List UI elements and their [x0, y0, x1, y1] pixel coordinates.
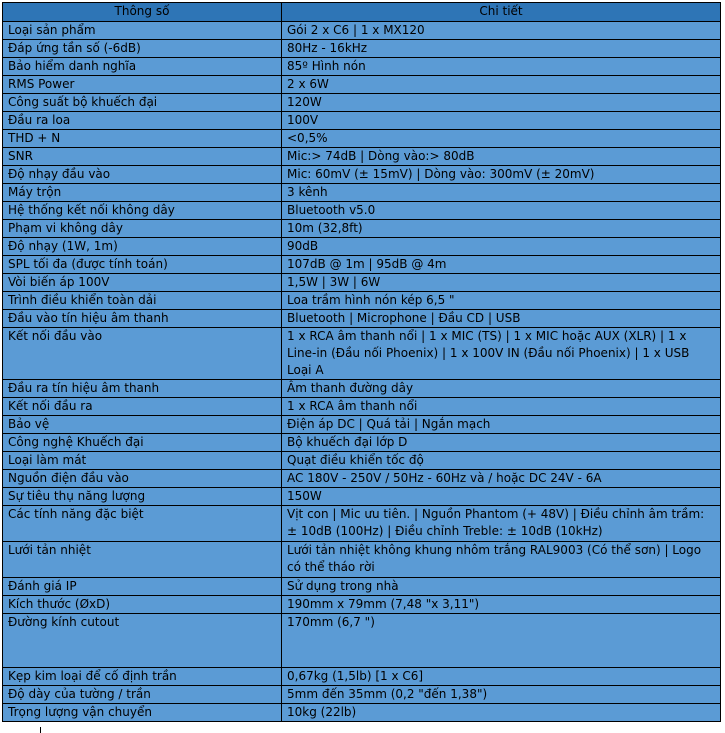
spec-value: 120W — [282, 94, 721, 112]
spec-label: Trình điều khiển toàn dải — [3, 292, 282, 310]
spec-label: Máy trộn — [3, 184, 282, 202]
spec-value: 10m (32,8ft) — [282, 220, 721, 238]
spec-value: Mic:> 74dB | Dòng vào:> 80dB — [282, 148, 721, 166]
spec-value: Điện áp DC | Quá tải | Ngắn mạch — [282, 416, 721, 434]
spec-label: Loại làm mát — [3, 452, 282, 470]
spec-label: Hệ thống kết nối không dây — [3, 202, 282, 220]
table-row — [3, 398, 721, 416]
table-row — [3, 506, 721, 542]
table-row — [3, 434, 721, 452]
spec-label: Độ nhạy đầu vào — [3, 166, 282, 184]
table-row — [3, 238, 721, 256]
spec-value: 2 x 6W — [282, 76, 721, 94]
spec-label: Công suất bộ khuếch đại — [3, 94, 282, 112]
spec-value: 1,5W | 3W | 6W — [282, 274, 721, 292]
header-spec: Thông số — [3, 3, 282, 22]
table-row — [3, 488, 721, 506]
spec-label: Đường kính cutout — [3, 614, 282, 668]
spec-label: Loại sản phẩm — [3, 22, 282, 40]
table-row — [3, 220, 721, 238]
table-row — [3, 40, 721, 58]
spec-label: Bảo hiểm danh nghĩa — [3, 58, 282, 76]
spec-value: 1 x RCA âm thanh nổi | 1 x MIC (TS) | 1 x MIC hoặc AUX (XLR) | 1 x Line-in (Đầu nối Phoenix) | 1 x 100V IN (Đầu nối Phoenix) | 1 x USB Loại A — [282, 328, 721, 380]
table-row — [3, 58, 721, 76]
spec-value: 10kg (22lb) — [282, 704, 721, 722]
spec-label: Phạm vi không dây — [3, 220, 282, 238]
spec-value: Bluetooth | Microphone | Đầu CD | USB — [282, 310, 721, 328]
spec-value: Âm thanh đường dây — [282, 380, 721, 398]
header-row — [3, 3, 721, 22]
table-row — [3, 184, 721, 202]
spec-value: Loa trầm hình nón kép 6,5 " — [282, 292, 721, 310]
table-row — [3, 328, 721, 380]
spec-value: 170mm (6,7 ") — [282, 614, 721, 668]
table-row — [3, 668, 721, 686]
spec-label: Lưới tản nhiệt — [3, 542, 282, 578]
spec-value: 0,67kg (1,5lb) [1 x C6] — [282, 668, 721, 686]
spec-value: Gói 2 x C6 | 1 x MX120 — [282, 22, 721, 40]
table-row — [3, 166, 721, 184]
table-row — [3, 112, 721, 130]
table-row — [3, 292, 721, 310]
spec-label: Vòi biến áp 100V — [3, 274, 282, 292]
spec-label: Sự tiêu thụ năng lượng — [3, 488, 282, 506]
spec-value: Sử dụng trong nhà — [282, 578, 721, 596]
spec-label: Đáp ứng tần số (-6dB) — [3, 40, 282, 58]
spec-label: Các tính năng đặc biệt — [3, 506, 282, 542]
table-row — [3, 94, 721, 112]
spec-value: 107dB @ 1m | 95dB @ 4m — [282, 256, 721, 274]
spec-label: Nguồn điện đầu vào — [3, 470, 282, 488]
spec-label: Đánh giá IP — [3, 578, 282, 596]
table-row — [3, 256, 721, 274]
table-row — [3, 614, 721, 668]
table-row — [3, 202, 721, 220]
table-row — [3, 380, 721, 398]
spec-label: THD + N — [3, 130, 282, 148]
spec-label: Độ dày của tường / trần — [3, 686, 282, 704]
spec-table — [2, 2, 721, 722]
table-row — [3, 76, 721, 94]
spec-label: Độ nhạy (1W, 1m) — [3, 238, 282, 256]
spec-label: Công nghệ Khuếch đại — [3, 434, 282, 452]
table-row — [3, 310, 721, 328]
spec-label: SNR — [3, 148, 282, 166]
spec-value: 1 x RCA âm thanh nổi — [282, 398, 721, 416]
table-row — [3, 542, 721, 578]
spec-value: Lưới tản nhiệt không khung nhôm trắng RAL9003 (Có thể sơn) | Logo có thể tháo rời — [282, 542, 721, 578]
spec-label: Đầu ra tín hiệu âm thanh — [3, 380, 282, 398]
spec-label: Kết nối đầu vào — [3, 328, 282, 380]
spec-value: AC 180V - 250V / 50Hz - 60Hz và / hoặc DC 24V - 6A — [282, 470, 721, 488]
spec-value: 80Hz - 16kHz — [282, 40, 721, 58]
table-row — [3, 130, 721, 148]
text-cursor-mark — [40, 727, 41, 733]
spec-value: 90dB — [282, 238, 721, 256]
spec-value: 85º Hình nón — [282, 58, 721, 76]
spec-label: Bảo vệ — [3, 416, 282, 434]
spec-label: Kích thước (ØxD) — [3, 596, 282, 614]
spec-label: Kẹp kim loại để cố định trần — [3, 668, 282, 686]
spec-value: <0,5% — [282, 130, 721, 148]
spec-value: Quạt điều khiển tốc độ — [282, 452, 721, 470]
spec-label: RMS Power — [3, 76, 282, 94]
spec-value: Bluetooth v5.0 — [282, 202, 721, 220]
spec-label: Đầu ra loa — [3, 112, 282, 130]
table-row — [3, 704, 721, 722]
table-row — [3, 596, 721, 614]
spec-value: 190mm x 79mm (7,48 "x 3,11") — [282, 596, 721, 614]
spec-label: Trọng lượng vận chuyển — [3, 704, 282, 722]
table-row — [3, 470, 721, 488]
table-row — [3, 148, 721, 166]
spec-label: Đầu vào tín hiệu âm thanh — [3, 310, 282, 328]
spec-value: 5mm đến 35mm (0,2 "đến 1,38") — [282, 686, 721, 704]
table-row — [3, 416, 721, 434]
table-row — [3, 22, 721, 40]
spec-value: 100V — [282, 112, 721, 130]
header-detail: Chi tiết — [282, 3, 721, 22]
spec-value: 150W — [282, 488, 721, 506]
table-row — [3, 578, 721, 596]
table-row — [3, 452, 721, 470]
spec-label: Kết nối đầu ra — [3, 398, 282, 416]
spec-value: Bộ khuếch đại lớp D — [282, 434, 721, 452]
spec-value: Vịt con | Mic ưu tiên. | Nguồn Phantom (+ 48V) | Điều chỉnh âm trầm: ± 10dB (100Hz) | Điều chỉnh Treble: ± 10dB (10kHz) — [282, 506, 721, 542]
table-row — [3, 274, 721, 292]
spec-label: SPL tối đa (được tính toán) — [3, 256, 282, 274]
spec-value: Mic: 60mV (± 15mV) | Dòng vào: 300mV (± 20mV) — [282, 166, 721, 184]
table-row — [3, 686, 721, 704]
spec-value: 3 kênh — [282, 184, 721, 202]
